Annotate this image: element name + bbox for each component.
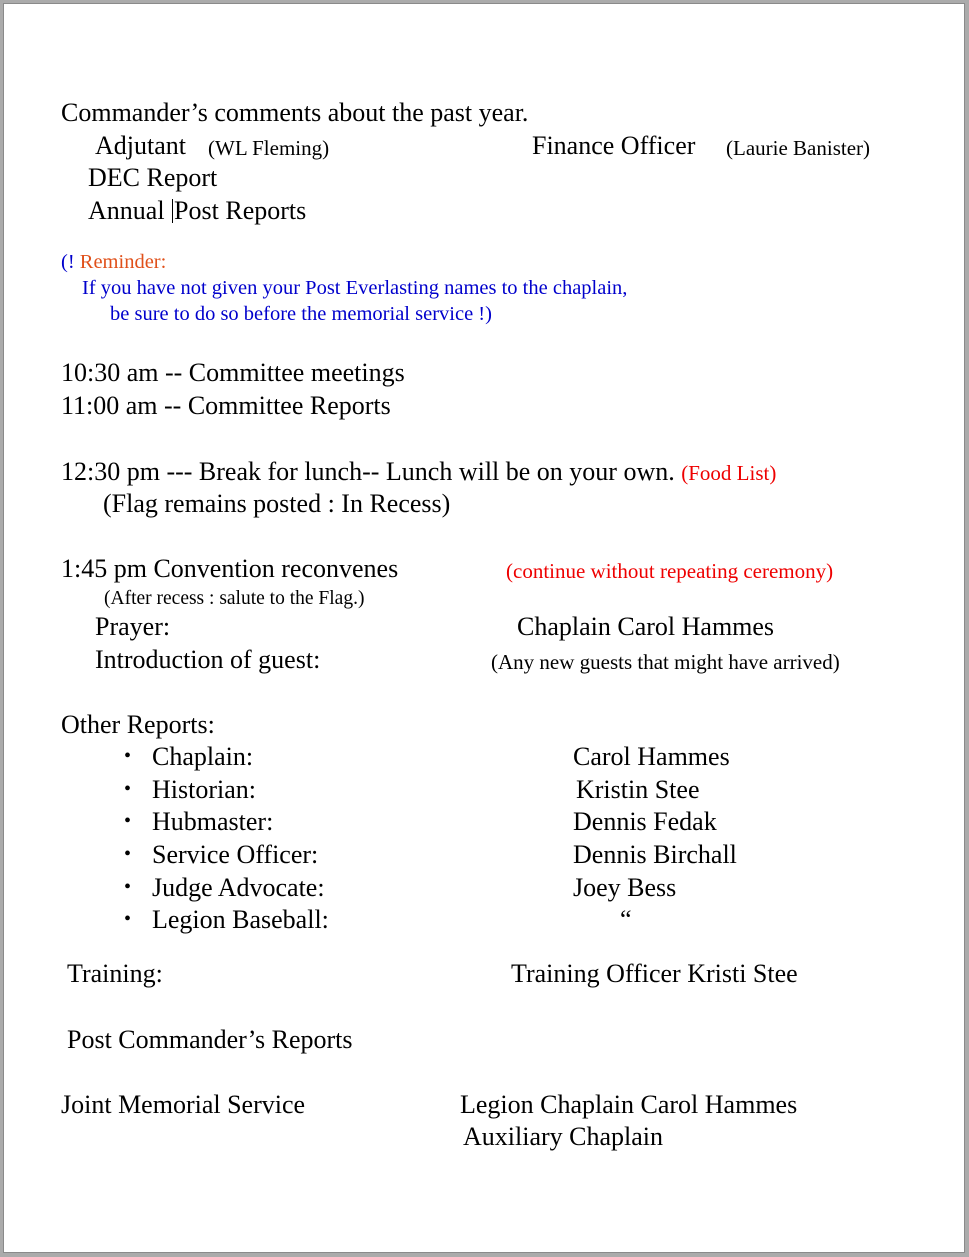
report-name: Joey Bess	[573, 873, 677, 902]
report-name: Carol Hammes	[573, 742, 730, 771]
dec-report: DEC Report	[88, 163, 218, 192]
committee-reports: 11:00 am -- Committee Reports	[61, 391, 391, 420]
report-role: Chaplain:	[152, 742, 254, 771]
document-page[interactable]	[3, 3, 965, 1253]
auxiliary-chaplain: Auxiliary Chaplain	[463, 1122, 664, 1151]
finance-officer-name: (Laurie Banister)	[726, 136, 871, 160]
report-role: Historian:	[152, 775, 256, 804]
report-role: Service Officer:	[152, 840, 319, 869]
continue-note: (continue without repeating ceremony)	[506, 559, 834, 583]
after-recess-note: (After recess : salute to the Flag.)	[104, 588, 365, 609]
report-role: Judge Advocate:	[152, 873, 325, 902]
adjutant-label: Adjutant	[95, 131, 186, 160]
bullet-icon: •	[124, 778, 132, 800]
bullet-icon: •	[124, 876, 132, 898]
lunch-break: 12:30 pm --- Break for lunch-- Lunch will be on your own. (Food List)	[61, 457, 777, 486]
report-role: Legion Baseball:	[152, 905, 329, 934]
reminder-line-2: If you have not given your Post Everlasting names to the chaplain,	[82, 277, 628, 299]
reminder-line-3: be sure to do so before the memorial service !)	[110, 303, 492, 325]
post-commander-reports: Post Commander’s Reports	[67, 1025, 353, 1054]
other-reports-heading: Other Reports:	[61, 710, 215, 739]
bullet-icon: •	[124, 843, 132, 865]
report-name: Kristin Stee	[576, 775, 700, 804]
adjutant-name: (WL Fleming)	[208, 136, 330, 160]
report-name: Dennis Fedak	[573, 807, 717, 836]
finance-officer-label: Finance Officer	[532, 131, 696, 160]
flag-posted-note: (Flag remains posted : In Recess)	[103, 489, 451, 518]
prayer-name: Chaplain Carol Hammes	[517, 612, 775, 641]
bullet-icon: •	[124, 745, 132, 767]
bullet-icon: •	[124, 810, 132, 832]
report-name: Dennis Birchall	[573, 840, 737, 869]
introduction-note: (Any new guests that might have arrived)	[491, 650, 840, 674]
prayer-label: Prayer:	[95, 612, 171, 641]
reminder-line-1: (! Reminder:	[61, 251, 167, 273]
convention-reconvenes: 1:45 pm Convention reconvenes	[61, 554, 399, 583]
training-officer: Training Officer Kristi Stee	[511, 959, 798, 988]
food-list-note: (Food List)	[681, 461, 777, 485]
commander-comments: Commander’s comments about the past year.	[61, 98, 529, 127]
reminder-label: Reminder:	[79, 251, 167, 273]
training-label: Training:	[67, 959, 163, 988]
report-name: “	[620, 905, 632, 934]
committee-meetings: 10:30 am -- Committee meetings	[61, 358, 405, 387]
joint-memorial-service: Joint Memorial Service	[61, 1090, 306, 1119]
legion-chaplain: Legion Chaplain Carol Hammes	[460, 1090, 798, 1119]
report-role: Hubmaster:	[152, 807, 274, 836]
text-cursor	[172, 199, 173, 223]
introduction-label: Introduction of guest:	[95, 645, 321, 674]
bullet-icon: •	[124, 908, 132, 930]
annual-post-reports: Annual Post Reports	[88, 196, 307, 225]
